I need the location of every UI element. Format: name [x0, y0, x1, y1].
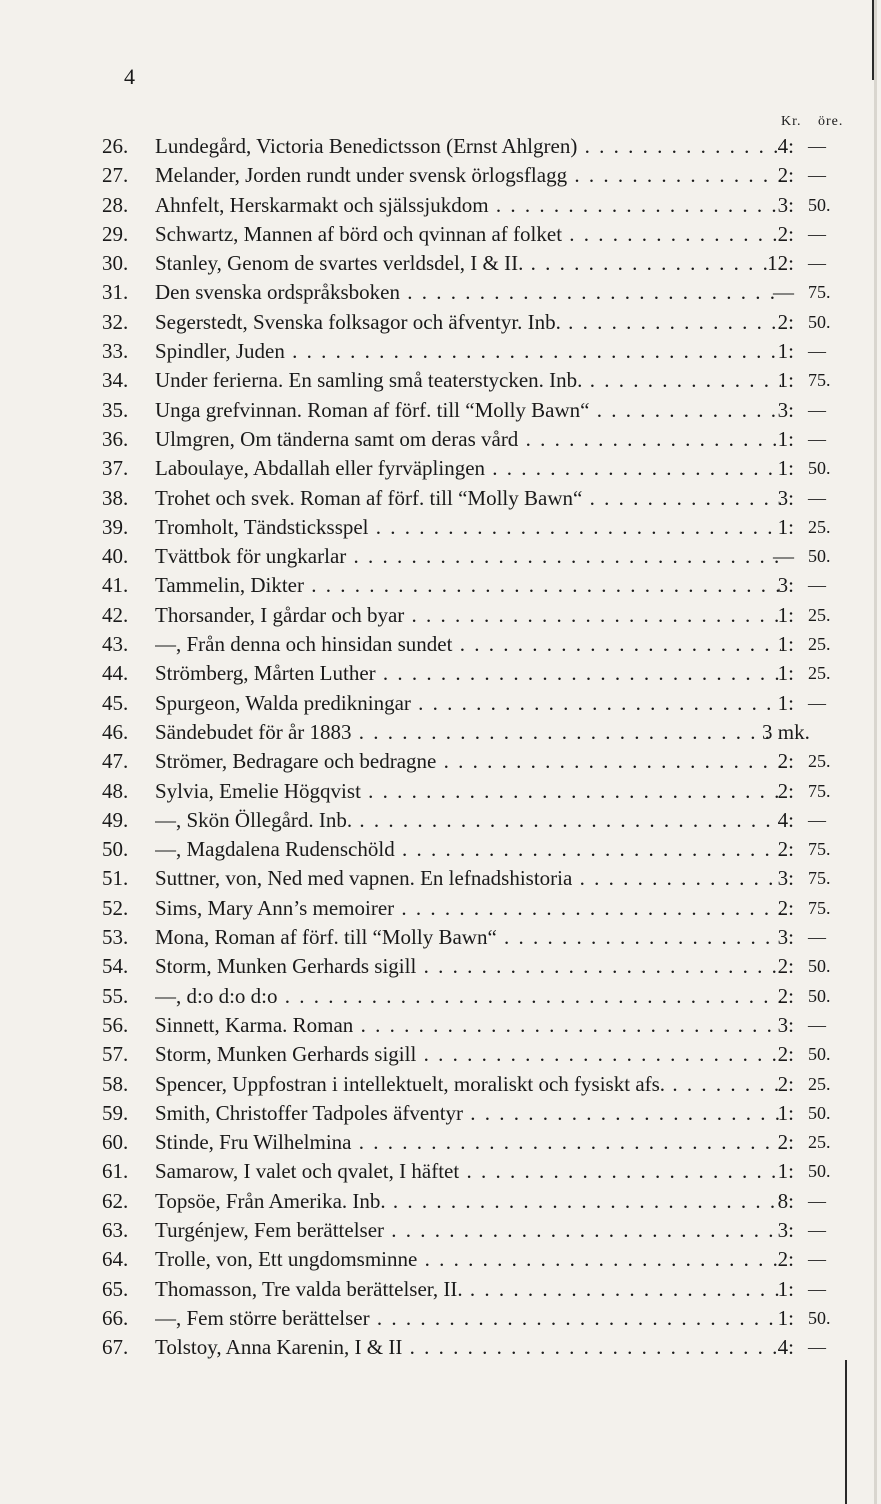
price-ore: 50.	[808, 1307, 831, 1328]
entry-title: Under ferierna. En samling små teaterstycken. Inb. . . .	[155, 366, 781, 395]
entry-title: Tammelin, Dikter . . .	[155, 571, 781, 600]
entry-title: Trohet och svek. Roman af förf. till “Molly Bawn“ . . .	[155, 484, 781, 513]
price-kronor: 3:	[777, 925, 794, 950]
entry-title: Segerstedt, Svenska folksagor och äfventyr. Inb. . . .	[155, 308, 781, 337]
list-item	[0, 161, 881, 190]
entry-number: 56.	[102, 1012, 129, 1037]
entry-title: Melander, Jorden rundt under svensk örlogsflagg . . .	[155, 161, 781, 190]
price-ore: 75.	[808, 780, 831, 801]
price-kronor: 1:	[777, 1100, 794, 1125]
list-item	[0, 1070, 881, 1099]
list-item	[0, 220, 881, 249]
price-kronor: —	[773, 544, 794, 569]
entry-number: 57.	[102, 1042, 129, 1067]
entry-number: 30.	[102, 251, 129, 276]
list-item	[0, 1099, 881, 1128]
entry-number: 52.	[102, 895, 129, 920]
entry-title: Stanley, Genom de svartes verldsdel, I & II. . . .	[155, 249, 781, 278]
entry-title: Thomasson, Tre valda berättelser, II. . . .	[155, 1275, 781, 1304]
list-item	[0, 249, 881, 278]
entry-number: 58.	[102, 1071, 129, 1096]
entry-title: Unga grefvinnan. Roman af förf. till “Molly Bawn“ . . .	[155, 396, 781, 425]
list-item	[0, 689, 881, 718]
header-ore: öre.	[818, 114, 844, 129]
price-kronor: 1:	[777, 368, 794, 393]
entry-number: 39.	[102, 514, 129, 539]
list-item	[0, 1040, 881, 1069]
price-ore: —	[808, 1249, 826, 1270]
price-kronor: —	[773, 280, 794, 305]
entry-title: —, d:o d:o d:o . . .	[155, 982, 781, 1011]
entry-title: —, Från denna och hinsidan sundet . . .	[155, 630, 781, 659]
entry-title: Tvättbok för ungkarlar . . .	[155, 542, 781, 571]
list-item	[0, 777, 881, 806]
entry-title: Sinnett, Karma. Roman . . .	[155, 1011, 781, 1040]
entry-number: 49.	[102, 807, 129, 832]
entry-title: Strömberg, Mårten Luther . . .	[155, 659, 781, 688]
price-kronor: 3:	[777, 397, 794, 422]
price-kronor: 1:	[777, 339, 794, 364]
entry-number: 50.	[102, 837, 129, 862]
price-ore: —	[808, 165, 826, 186]
entry-number: 67.	[102, 1335, 129, 1360]
price-ore: —	[808, 927, 826, 948]
list-item	[0, 366, 881, 395]
price-kronor: 2:	[777, 778, 794, 803]
price-ore: —	[808, 253, 826, 274]
entry-title: Spencer, Uppfostran i intellektuelt, moraliskt och fysiskt afs. . . .	[155, 1070, 781, 1099]
entry-title: Suttner, von, Ned med vapnen. En lefnadshistoria . . .	[155, 864, 781, 893]
list-item	[0, 132, 881, 161]
header-kr: Kr.	[781, 114, 802, 129]
entry-number: 41.	[102, 573, 129, 598]
list-item	[0, 396, 881, 425]
entry-number: 37.	[102, 456, 129, 481]
price-ore: 75.	[808, 282, 831, 303]
entry-number: 27.	[102, 163, 129, 188]
entry-title: Lundegård, Victoria Benedictsson (Ernst Ahlgren) . . .	[155, 132, 781, 161]
list-item	[0, 659, 881, 688]
list-item	[0, 191, 881, 220]
price-ore: —	[808, 1014, 826, 1035]
price-kronor: 3:	[777, 1217, 794, 1242]
price-kronor: 1:	[777, 456, 794, 481]
list-item	[0, 982, 881, 1011]
price-kronor: 1:	[777, 426, 794, 451]
price-kronor: 12:	[767, 251, 794, 276]
price-kronor: 8:	[777, 1188, 794, 1213]
price-kronor: 2:	[777, 983, 794, 1008]
entry-title: Sylvia, Emelie Högqvist . . .	[155, 777, 781, 806]
price-kronor: 2:	[777, 1247, 794, 1272]
list-item	[0, 894, 881, 923]
list-item	[0, 513, 881, 542]
entry-title: Samarow, I valet och qvalet, I häftet . . .	[155, 1157, 781, 1186]
entry-title: Storm, Munken Gerhards sigill . . .	[155, 952, 781, 981]
page-edge-line-top	[872, 0, 874, 80]
list-item	[0, 601, 881, 630]
price-ore: —	[808, 1337, 826, 1358]
entry-number: 40.	[102, 544, 129, 569]
list-item	[0, 630, 881, 659]
price-ore: 50.	[808, 546, 831, 567]
entry-number: 54.	[102, 954, 129, 979]
price-kronor: 2:	[777, 895, 794, 920]
price-kronor: 1:	[777, 1305, 794, 1330]
entry-title: Smith, Christoffer Tadpoles äfventyr . . .	[155, 1099, 781, 1128]
price-ore: 50.	[808, 1044, 831, 1065]
price-ore: 50.	[808, 311, 831, 332]
entry-number: 55.	[102, 983, 129, 1008]
price-ore: —	[808, 1190, 826, 1211]
price-kronor: 2:	[777, 1130, 794, 1155]
entry-number: 45.	[102, 690, 129, 715]
price-kronor: 3 mk.	[762, 719, 810, 744]
entry-title: Ulmgren, Om tänderna samt om deras vård . . .	[155, 425, 781, 454]
entry-number: 51.	[102, 866, 129, 891]
entry-title: Thorsander, I gårdar och byar . . .	[155, 601, 781, 630]
price-ore: 50.	[808, 458, 831, 479]
entry-title: Schwartz, Mannen af börd och qvinnan af folket . . .	[155, 220, 781, 249]
entry-number: 26.	[102, 134, 129, 158]
price-ore: —	[808, 1278, 826, 1299]
price-kronor: 3:	[777, 485, 794, 510]
list-item	[0, 864, 881, 893]
list-item	[0, 571, 881, 600]
entry-number: 46.	[102, 719, 129, 744]
entry-number: 43.	[102, 632, 129, 657]
price-ore: —	[808, 1219, 826, 1240]
price-ore: 50.	[808, 1102, 831, 1123]
entry-title: Mona, Roman af förf. till “Molly Bawn“ . . .	[155, 923, 781, 952]
price-kronor: 2:	[777, 309, 794, 334]
entry-number: 34.	[102, 368, 129, 393]
list-item	[0, 425, 881, 454]
list-item	[0, 1333, 881, 1362]
entry-number: 65.	[102, 1276, 129, 1301]
entry-number: 47.	[102, 749, 129, 774]
price-kronor: 2:	[777, 749, 794, 774]
entry-title: Spindler, Juden . . .	[155, 337, 781, 366]
price-kronor: 3:	[777, 192, 794, 217]
page-number: 4	[124, 64, 135, 89]
list-item	[0, 806, 881, 835]
list-item	[0, 1245, 881, 1274]
entry-number: 28.	[102, 192, 129, 217]
price-kronor: 3:	[777, 1012, 794, 1037]
price-ore: —	[808, 692, 826, 713]
entry-number: 66.	[102, 1305, 129, 1330]
entry-title: Storm, Munken Gerhards sigill . . .	[155, 1040, 781, 1069]
list-item	[0, 454, 881, 483]
price-ore: —	[808, 428, 826, 449]
list-item	[0, 1304, 881, 1333]
price-kronor: 2:	[777, 1071, 794, 1096]
entry-title: Topsöe, Från Amerika. Inb. . . .	[155, 1187, 781, 1216]
entry-number: 60.	[102, 1130, 129, 1155]
list-item	[0, 1128, 881, 1157]
entry-title: Sändebudet för år 1883 . . .	[155, 718, 781, 747]
entry-title: Turgénjew, Fem berättelser . . .	[155, 1216, 781, 1245]
price-kronor: 2:	[777, 1042, 794, 1067]
price-ore: 50.	[808, 956, 831, 977]
entry-number: 48.	[102, 778, 129, 803]
price-ore: 75.	[808, 897, 831, 918]
price-ore: 50.	[808, 1161, 831, 1182]
list-item	[0, 1216, 881, 1245]
price-ore: 75.	[808, 839, 831, 860]
list-item	[0, 278, 881, 307]
list-item	[0, 308, 881, 337]
entry-title: —, Skön Öllegård. Inb. . . .	[155, 806, 781, 835]
entry-number: 38.	[102, 485, 129, 510]
entry-number: 32.	[102, 309, 129, 334]
price-ore: 75.	[808, 370, 831, 391]
list-item	[0, 1275, 881, 1304]
list-item	[0, 484, 881, 513]
list-item	[0, 747, 881, 776]
price-ore: 25.	[808, 604, 831, 625]
price-ore: 25.	[808, 516, 831, 537]
entry-title: Sims, Mary Ann’s memoirer . . .	[155, 894, 781, 923]
price-ore: —	[808, 575, 826, 596]
entry-number: 33.	[102, 339, 129, 364]
list-item	[0, 718, 881, 747]
price-kronor: 1:	[777, 1159, 794, 1184]
entry-number: 62.	[102, 1188, 129, 1213]
list-item	[0, 923, 881, 952]
price-ore: 25.	[808, 1132, 831, 1153]
list-item	[0, 337, 881, 366]
entry-title: Stinde, Fru Wilhelmina . . .	[155, 1128, 781, 1157]
entry-number: 59.	[102, 1100, 129, 1125]
entry-title: Tolstoy, Anna Karenin, I & II . . .	[155, 1333, 781, 1362]
price-kronor: 1:	[777, 514, 794, 539]
entry-title: Den svenska ordspråksboken . . .	[155, 278, 781, 307]
entry-number: 44.	[102, 661, 129, 686]
price-kronor: 2:	[777, 954, 794, 979]
entry-title: Ahnfelt, Herskarmakt och själssjukdom . . .	[155, 191, 781, 220]
entry-title: —, Magdalena Rudenschöld . . .	[155, 835, 781, 864]
price-ore: —	[808, 487, 826, 508]
price-kronor: 2:	[777, 837, 794, 862]
price-kronor: 1:	[777, 1276, 794, 1301]
list-item	[0, 542, 881, 571]
entry-number: 61.	[102, 1159, 129, 1184]
list-item	[0, 1187, 881, 1216]
entry-title: Trolle, von, Ett ungdomsminne . . .	[155, 1245, 781, 1274]
price-kronor: 1:	[777, 661, 794, 686]
price-kronor: 3:	[777, 866, 794, 891]
price-ore: —	[808, 341, 826, 362]
price-ore: 50.	[808, 194, 831, 215]
price-ore: —	[808, 399, 826, 420]
entry-number: 64.	[102, 1247, 129, 1272]
entry-title: Tromholt, Tändsticksspel . . .	[155, 513, 781, 542]
list-item	[0, 1011, 881, 1040]
price-kronor: 4:	[777, 134, 794, 158]
price-kronor: 1:	[777, 690, 794, 715]
price-ore: —	[808, 136, 826, 156]
price-ore: —	[808, 809, 826, 830]
price-kronor: 4:	[777, 807, 794, 832]
price-kronor: 2:	[777, 163, 794, 188]
entry-number: 63.	[102, 1217, 129, 1242]
list-item	[0, 1157, 881, 1186]
page-edge-line	[845, 1360, 847, 1504]
entry-number: 31.	[102, 280, 129, 305]
price-ore: 25.	[808, 634, 831, 655]
entry-number: 35.	[102, 397, 129, 422]
price-kronor: 2:	[777, 221, 794, 246]
price-ore: 25.	[808, 1073, 831, 1094]
list-item	[0, 952, 881, 981]
price-ore: 75.	[808, 868, 831, 889]
price-ore: 50.	[808, 985, 831, 1006]
entry-title: Laboulaye, Abdallah eller fyrväplingen . . .	[155, 454, 781, 483]
entry-number: 29.	[102, 221, 129, 246]
price-kronor: 3:	[777, 573, 794, 598]
entry-title: Strömer, Bedragare och bedragne . . .	[155, 747, 781, 776]
price-ore: 25.	[808, 663, 831, 684]
entry-title: Spurgeon, Walda predikningar . . .	[155, 689, 781, 718]
entry-number: 36.	[102, 426, 129, 451]
price-ore: —	[808, 223, 826, 244]
book-list	[0, 132, 881, 1362]
price-kronor: 1:	[777, 632, 794, 657]
price-ore: 25.	[808, 751, 831, 772]
entry-title: —, Fem större berättelser . . .	[155, 1304, 781, 1333]
price-kronor: 1:	[777, 602, 794, 627]
price-kronor: 4:	[777, 1335, 794, 1360]
entry-number: 53.	[102, 925, 129, 950]
list-item	[0, 835, 881, 864]
entry-number: 42.	[102, 602, 129, 627]
